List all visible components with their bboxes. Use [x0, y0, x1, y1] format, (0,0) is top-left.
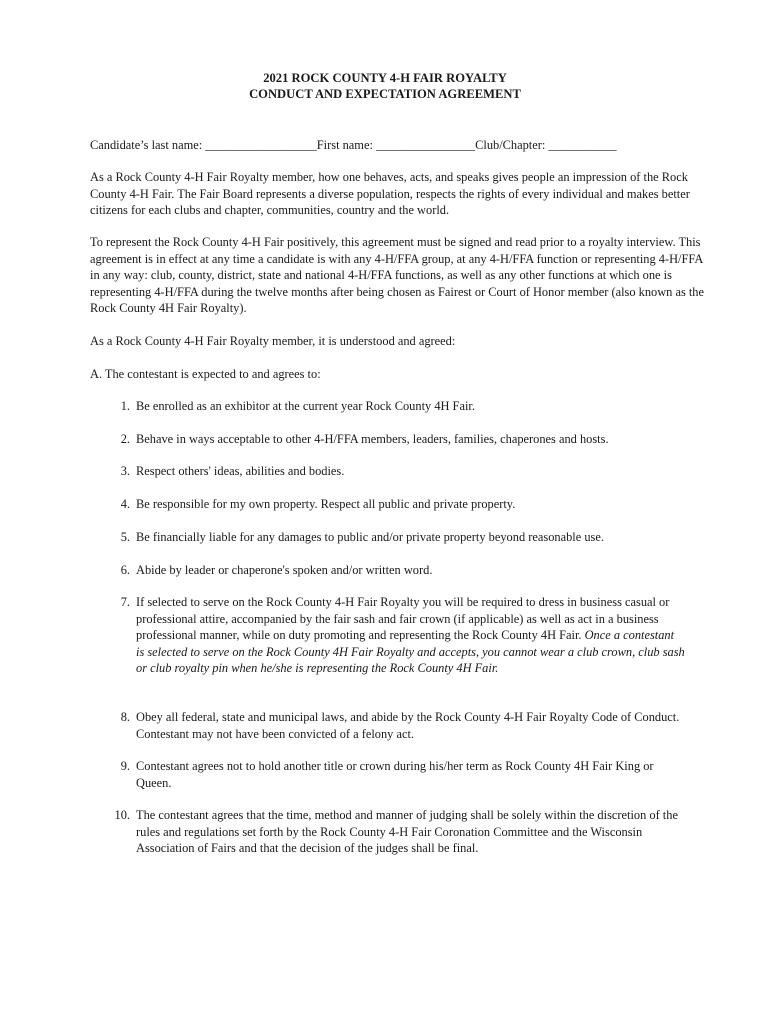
agreement-intro: As a Rock County 4-H Fair Royalty member, it is understood and agreed:: [90, 334, 456, 348]
list-item-number: 1.: [120, 399, 130, 413]
list-item-text: Obey all federal, state and municipal laws, and abide by the Rock County 4-H Fair Royalty Code of Conduct. Contestant may not have been convicted of a felony act.: [136, 710, 680, 741]
list-item-text: Abide by leader or chaperone's spoken and/or written word.: [136, 563, 433, 577]
list-item: [105, 594, 685, 677]
list-item: [105, 807, 685, 857]
list-item-number: 4.: [120, 497, 130, 511]
list-item: [105, 431, 685, 448]
intro-paragraph: As a Rock County 4-H Fair Royalty member, how one behaves, acts, and speaks gives people an impression of the Rock County 4-H Fair. The Fair Board represents a diverse population, respects the rights of every individual and makes better citizens for each clubs and chapter, communities, country and the world.: [90, 170, 690, 217]
list-item: [105, 709, 685, 742]
list-item-text: Contestant agrees not to hold another title or crown during his/her term as Rock County 4H Fair King or Queen.: [136, 759, 654, 790]
list-item-number: 9.: [120, 759, 130, 773]
list-item-number: 6.: [120, 563, 130, 577]
list-item: [105, 562, 685, 579]
list-item-number: 5.: [120, 530, 130, 544]
candidate-fields-line: Candidate’s last name: __________________First name: ________________Club/Chapter: ___________: [90, 138, 617, 152]
list-item-number: 8.: [120, 710, 130, 724]
list-item-text: Be enrolled as an exhibitor at the current year Rock County 4H Fair.: [136, 399, 475, 413]
list-item-number: 7.: [120, 595, 130, 609]
list-item: [105, 496, 685, 513]
list-item: [105, 758, 685, 791]
list-item-text-block: [136, 594, 685, 677]
list-item: [105, 529, 685, 546]
list-item-text: Behave in ways acceptable to other 4-H/FFA members, leaders, families, chaperones and hosts.: [136, 432, 609, 446]
list-item-number: 10.: [114, 808, 130, 822]
list-item-text: If selected to serve on the Rock County 4-H Fair Royalty you will be required to dress in business casual or professional attire, accompanied by the fair sash and fair crown (if applicable) as well as act in a business professional manner, while on duty promoting and representing the Rock County 4H Fair.: [136, 595, 670, 642]
list-item-number: 2.: [120, 432, 130, 446]
list-item: [105, 463, 685, 480]
list-item-text: Respect others' ideas, abilities and bodies.: [136, 464, 345, 478]
list-item: [105, 398, 685, 415]
list-item-text: The contestant agrees that the time, method and manner of judging shall be solely within the discretion of the rules and regulations set forth by the Rock County 4-H Fair Coronation Committee and the Wisconsin Association of Fairs and that the decision of the judges shall be final.: [136, 808, 678, 855]
section-a-heading: A. The contestant is expected to and agrees to:: [90, 367, 321, 381]
list-item-number: 3.: [120, 464, 130, 478]
list-item-italic-note: Once a contestant is selected to serve on the Rock County 4H Fair Royalty and accepts, you cannot wear a club crown, club sash or club royalty pin when he/she is representing the Rock County 4H Fair.: [136, 628, 685, 675]
document-title-line2: CONDUCT AND EXPECTATION AGREEMENT: [249, 87, 521, 101]
list-item-text: Be financially liable for any damages to public and/or private property beyond reasonable use.: [136, 530, 604, 544]
document-title-line1: 2021 ROCK COUNTY 4-H FAIR ROYALTY: [263, 71, 507, 85]
list-item-text: Be responsible for my own property. Respect all public and private property.: [136, 497, 516, 511]
scope-paragraph: To represent the Rock County 4-H Fair positively, this agreement must be signed and read prior to a royalty interview. This agreement is in effect at any time a candidate is with any 4-H/FFA group, at any 4-H/FFA function or representing 4-H/FFA in any way: club, county, district, state and national 4-H/FFA functions, as well as any other functions at which one is representing 4-H/FFA during the twelve months after being chosen as Fairest or Court of Honor member (also known as the Rock County 4H Fair Royalty).: [90, 235, 705, 315]
